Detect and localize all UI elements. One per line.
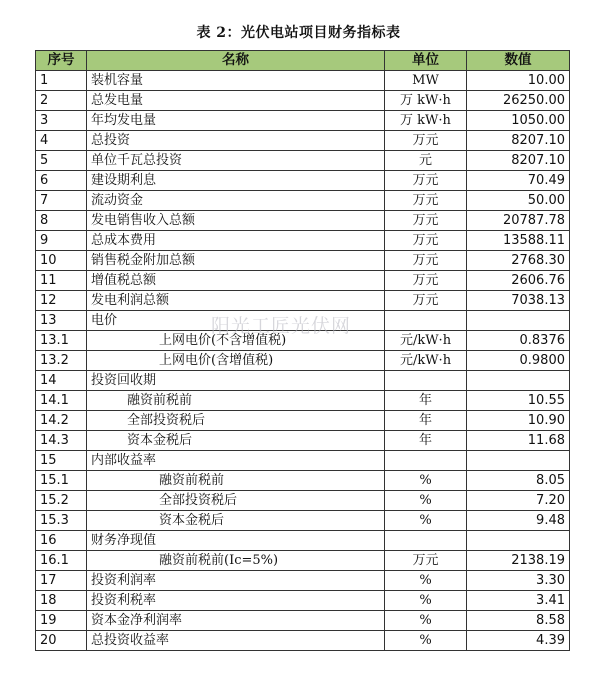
row-unit: 元/kW·h [385, 351, 467, 371]
row-index: 7 [36, 191, 87, 211]
row-unit: % [385, 491, 467, 511]
header-unit: 单位 [385, 51, 467, 71]
row-name: 资本金净利润率 [87, 611, 385, 631]
row-name: 电价 [87, 311, 385, 331]
header-name: 名称 [87, 51, 385, 71]
row-unit: 万元 [385, 211, 467, 231]
table-row [36, 571, 570, 591]
row-unit [385, 531, 467, 551]
row-value: 8.05 [467, 471, 570, 491]
row-value: 26250.00 [467, 91, 570, 111]
row-index: 15.3 [36, 511, 87, 531]
table-row [36, 231, 570, 251]
row-value [467, 311, 570, 331]
row-value: 11.68 [467, 431, 570, 451]
row-unit: % [385, 471, 467, 491]
row-value: 3.41 [467, 591, 570, 611]
table-row [36, 171, 570, 191]
table-row [36, 131, 570, 151]
row-index: 10 [36, 251, 87, 271]
table-row [36, 291, 570, 311]
row-value: 2768.30 [467, 251, 570, 271]
row-unit [385, 371, 467, 391]
row-index: 15.2 [36, 491, 87, 511]
row-index: 3 [36, 111, 87, 131]
row-unit: 万元 [385, 271, 467, 291]
table-row [36, 71, 570, 91]
row-name: 发电销售收入总额 [87, 211, 385, 231]
row-value: 70.49 [467, 171, 570, 191]
row-value: 3.30 [467, 571, 570, 591]
row-index: 2 [36, 91, 87, 111]
table-row [36, 551, 570, 571]
row-unit: 年 [385, 431, 467, 451]
row-name: 总发电量 [87, 91, 385, 111]
row-name: 建设期利息 [87, 171, 385, 191]
row-name: 单位千瓦总投资 [87, 151, 385, 171]
table-row [36, 271, 570, 291]
table-row [36, 411, 570, 431]
header-value: 数值 [467, 51, 570, 71]
row-unit: % [385, 591, 467, 611]
row-value: 8207.10 [467, 131, 570, 151]
row-name: 资本金税后 [87, 511, 385, 531]
row-unit: 万元 [385, 171, 467, 191]
row-index: 13.2 [36, 351, 87, 371]
row-name: 总成本费用 [87, 231, 385, 251]
row-name: 全部投资税后 [87, 491, 385, 511]
row-name: 销售税金附加总额 [87, 251, 385, 271]
table-row [36, 351, 570, 371]
table-row [36, 151, 570, 171]
row-name: 上网电价(不含增值税) [87, 331, 385, 351]
row-index: 14.3 [36, 431, 87, 451]
table-row [36, 211, 570, 231]
row-value: 0.8376 [467, 331, 570, 351]
row-index: 11 [36, 271, 87, 291]
table-row [36, 251, 570, 271]
row-unit: 年 [385, 391, 467, 411]
row-name: 融资前税前 [87, 471, 385, 491]
row-name: 融资前税前(Ic=5%) [87, 551, 385, 571]
row-value: 2138.19 [467, 551, 570, 571]
row-unit: 万元 [385, 551, 467, 571]
row-unit: MW [385, 71, 467, 91]
row-value: 0.9800 [467, 351, 570, 371]
row-unit: 元/kW·h [385, 331, 467, 351]
header-index: 序号 [36, 51, 87, 71]
row-index: 5 [36, 151, 87, 171]
row-name: 内部收益率 [87, 451, 385, 471]
row-value: 10.90 [467, 411, 570, 431]
table-row [36, 331, 570, 351]
row-unit [385, 311, 467, 331]
row-name: 装机容量 [87, 71, 385, 91]
table-row [36, 531, 570, 551]
row-unit: % [385, 611, 467, 631]
row-name: 全部投资税后 [87, 411, 385, 431]
row-unit: 万元 [385, 191, 467, 211]
row-value [467, 451, 570, 471]
row-name: 投资回收期 [87, 371, 385, 391]
table-row [36, 491, 570, 511]
row-value: 7038.13 [467, 291, 570, 311]
row-index: 4 [36, 131, 87, 151]
table-row [36, 431, 570, 451]
row-unit [385, 451, 467, 471]
row-index: 15 [36, 451, 87, 471]
row-unit: % [385, 571, 467, 591]
row-unit: 万元 [385, 251, 467, 271]
row-value: 8.58 [467, 611, 570, 631]
row-index: 14.2 [36, 411, 87, 431]
table-row [36, 631, 570, 651]
row-value: 13588.11 [467, 231, 570, 251]
table-row [36, 311, 570, 331]
row-unit: 万 kW·h [385, 91, 467, 111]
row-name: 融资前税前 [87, 391, 385, 411]
financial-indicators-table [35, 50, 570, 651]
row-index: 1 [36, 71, 87, 91]
row-index: 12 [36, 291, 87, 311]
row-index: 17 [36, 571, 87, 591]
row-name: 总投资 [87, 131, 385, 151]
row-name: 投资利润率 [87, 571, 385, 591]
row-name: 财务净现值 [87, 531, 385, 551]
row-unit: 年 [385, 411, 467, 431]
row-value: 2606.76 [467, 271, 570, 291]
row-value: 8207.10 [467, 151, 570, 171]
row-unit: % [385, 511, 467, 531]
row-value: 50.00 [467, 191, 570, 211]
row-name: 总投资收益率 [87, 631, 385, 651]
row-unit: % [385, 631, 467, 651]
row-index: 19 [36, 611, 87, 631]
row-value [467, 371, 570, 391]
table-row [36, 391, 570, 411]
row-name: 增值税总额 [87, 271, 385, 291]
table-row [36, 511, 570, 531]
row-value [467, 531, 570, 551]
row-index: 13 [36, 311, 87, 331]
row-value: 20787.78 [467, 211, 570, 231]
row-value: 4.39 [467, 631, 570, 651]
row-name: 发电利润总额 [87, 291, 385, 311]
row-index: 14 [36, 371, 87, 391]
table-header-row [36, 51, 570, 71]
row-value: 10.55 [467, 391, 570, 411]
row-name: 资本金税后 [87, 431, 385, 451]
row-index: 9 [36, 231, 87, 251]
row-name: 上网电价(含增值税) [87, 351, 385, 371]
table-row [36, 371, 570, 391]
row-unit: 元 [385, 151, 467, 171]
row-value: 10.00 [467, 71, 570, 91]
table-body [36, 71, 570, 651]
row-unit: 万元 [385, 131, 467, 151]
row-index: 16 [36, 531, 87, 551]
row-unit: 万元 [385, 291, 467, 311]
row-index: 14.1 [36, 391, 87, 411]
table-row [36, 191, 570, 211]
table-row [36, 111, 570, 131]
row-value: 9.48 [467, 511, 570, 531]
table-title: 表 2：光伏电站项目财务指标表 [196, 25, 401, 41]
row-value: 1050.00 [467, 111, 570, 131]
table-row [36, 451, 570, 471]
row-index: 6 [36, 171, 87, 191]
row-unit: 万 kW·h [385, 111, 467, 131]
row-name: 流动资金 [87, 191, 385, 211]
table-row [36, 91, 570, 111]
row-index: 15.1 [36, 471, 87, 491]
watermark-text: 阳光工匠光伏网 [211, 315, 352, 337]
row-index: 13.1 [36, 331, 87, 351]
table-row [36, 611, 570, 631]
row-name: 投资利税率 [87, 591, 385, 611]
row-name: 年均发电量 [87, 111, 385, 131]
row-index: 16.1 [36, 551, 87, 571]
table-row [36, 471, 570, 491]
row-index: 20 [36, 631, 87, 651]
row-unit: 万元 [385, 231, 467, 251]
row-value: 7.20 [467, 491, 570, 511]
row-index: 8 [36, 211, 87, 231]
table-row [36, 591, 570, 611]
row-index: 18 [36, 591, 87, 611]
